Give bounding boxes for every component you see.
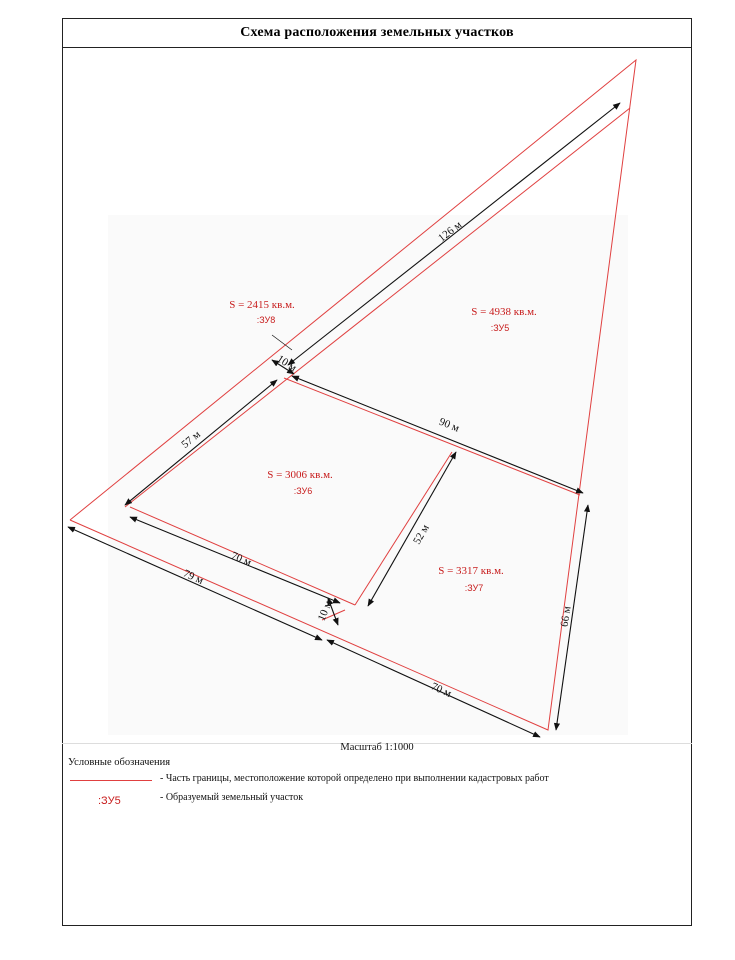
dim-label-70-inner: 70 м [229,549,254,569]
legend-boundary-text: - Часть границы, местоположение которой определено при выполнении кадастровых работ [160,773,549,784]
dim-label-52: 52 м [411,522,432,547]
zu6-area: S = 3006 кв.м. [267,469,333,481]
dim-label-90: 90 м [437,415,461,435]
dim-label-10-bottom: 10 м [315,599,335,623]
legend-boundary-line-sample [70,780,152,781]
dim-label-79: 79 м [181,567,206,587]
dim-label-57: 57 м [179,428,203,451]
zu7-area: S = 3317 кв.м. [438,565,504,577]
dim-label-126: 126 м [436,218,465,245]
zu8-code: :ЗУ8 [256,315,276,325]
page-title: Схема расположения земельных участков [240,24,514,40]
legend-code-text: - Образуемый земельный участок [160,792,304,803]
dim-label-10-top: 10 м [274,352,299,375]
legend-title: Условные обозначения [68,757,171,768]
zu5-code: :ЗУ5 [490,323,510,333]
zu8-area: S = 2415 кв.м. [229,299,295,311]
zu5-area: S = 4938 кв.м. [471,306,537,318]
legend-code-sample: :ЗУ5 [98,795,121,807]
background-patch [108,215,628,735]
zu6-code: :ЗУ6 [293,486,313,496]
zu7-code: :ЗУ7 [464,583,484,593]
scale-label: Масштаб 1:1000 [340,742,414,753]
dim-label-70-outer: 70 м [429,680,454,700]
dim-label-66: 66 м [558,605,574,628]
